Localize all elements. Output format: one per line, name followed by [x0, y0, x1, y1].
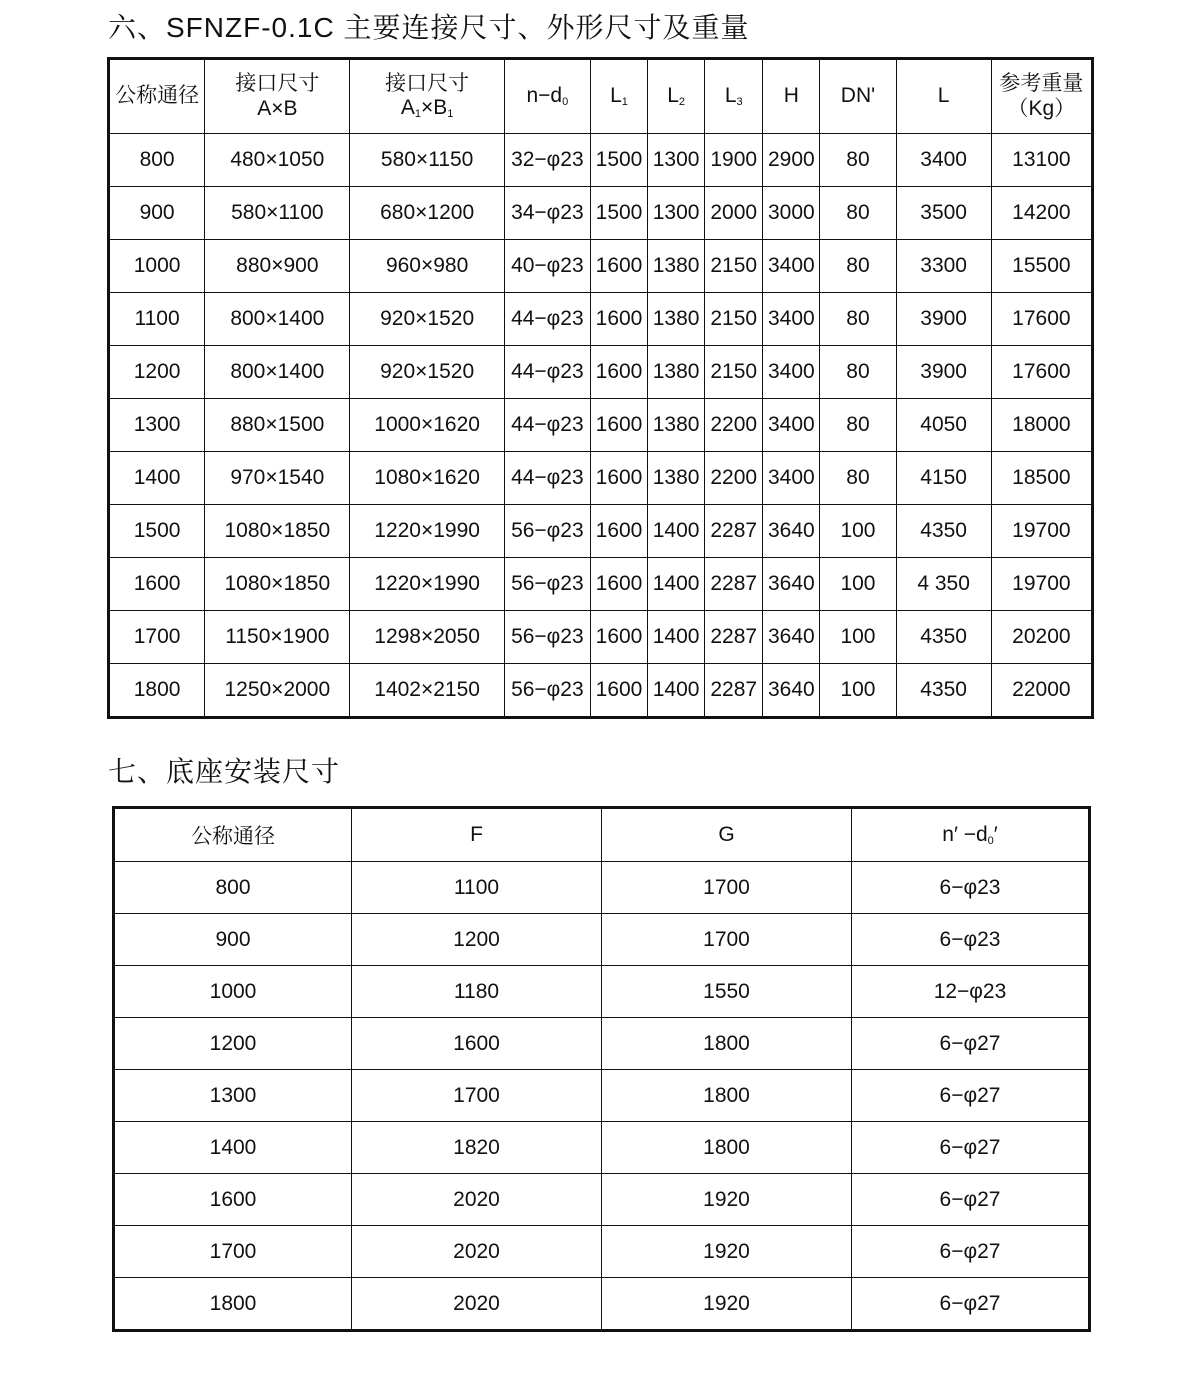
- header-l3: [705, 59, 763, 134]
- table-cell: 18000: [991, 399, 1092, 452]
- table-cell: 1600: [352, 1018, 602, 1070]
- header-interface-size-a1b1: [350, 59, 504, 134]
- header-subscript: 0: [987, 835, 994, 847]
- table-cell: 1380: [648, 293, 705, 346]
- table-cell: 1400: [648, 558, 705, 611]
- table-row: [109, 505, 1093, 558]
- table-row: [114, 862, 1090, 914]
- table-cell: 1080×1850: [205, 558, 350, 611]
- table-cell: 800×1400: [205, 346, 350, 399]
- table-cell: 17600: [991, 293, 1092, 346]
- header-label: （Kg）: [1007, 96, 1076, 120]
- table-cell: 4 350: [896, 558, 991, 611]
- table-cell: 12−φ23: [852, 966, 1090, 1018]
- table-cell: 1080×1620: [350, 452, 504, 505]
- table-cell: 3500: [896, 187, 991, 240]
- table-cell: 1920: [602, 1174, 852, 1226]
- table-cell: 80: [820, 134, 896, 187]
- table-cell: 3900: [896, 293, 991, 346]
- table-cell: 1800: [114, 1278, 352, 1331]
- table-row: [109, 346, 1093, 399]
- table-cell: 3400: [763, 399, 820, 452]
- table-cell: 1400: [109, 452, 205, 505]
- table-cell: 960×980: [350, 240, 504, 293]
- header-nominal-diameter: 公称通径: [114, 808, 352, 862]
- section-7-title: 七、底座安装尺寸: [108, 756, 341, 787]
- table-cell: 40−φ23: [504, 240, 590, 293]
- table-cell: 800: [114, 862, 352, 914]
- table-cell: 1700: [109, 611, 205, 664]
- table-cell: 3900: [896, 346, 991, 399]
- section-6-title: 六、SFNZF-0.1C 主要连接尺寸、外形尺寸及重量: [108, 12, 750, 43]
- table-cell: 3400: [763, 293, 820, 346]
- table-cell: 480×1050: [205, 134, 350, 187]
- header-label-part: ′: [993, 823, 998, 846]
- table-cell: 1150×1900: [205, 611, 350, 664]
- table-cell: 1600: [109, 558, 205, 611]
- table-cell: 2287: [705, 505, 763, 558]
- table-row: [114, 1018, 1090, 1070]
- table-cell: 32−φ23: [504, 134, 590, 187]
- table-cell: 1380: [648, 240, 705, 293]
- table-cell: 4350: [896, 505, 991, 558]
- table-cell: 1298×2050: [350, 611, 504, 664]
- table-cell: 2020: [352, 1174, 602, 1226]
- table-cell: 80: [820, 399, 896, 452]
- table-cell: 1600: [114, 1174, 352, 1226]
- header-subscript: 1: [414, 108, 421, 121]
- table-cell: 1600: [590, 611, 647, 664]
- table-cell: 17600: [991, 346, 1092, 399]
- table-row: [114, 1070, 1090, 1122]
- table-cell: 100: [820, 505, 896, 558]
- table-cell: 1300: [114, 1070, 352, 1122]
- table-cell: 3640: [763, 558, 820, 611]
- table-cell: 19700: [991, 505, 1092, 558]
- header-label-part: n−d: [526, 84, 563, 108]
- header-subscript: 1: [621, 96, 628, 109]
- header-label: [350, 96, 503, 121]
- table-cell: 4350: [896, 611, 991, 664]
- table-cell: 1800: [602, 1122, 852, 1174]
- table-cell: 1920: [602, 1278, 852, 1331]
- table-cell: 1400: [114, 1122, 352, 1174]
- table-cell: 1820: [352, 1122, 602, 1174]
- table-cell: 3400: [896, 134, 991, 187]
- table-cell: 1100: [352, 862, 602, 914]
- table-row: [114, 1226, 1090, 1278]
- header-dn-prime: DN': [820, 59, 896, 134]
- table-row: [109, 134, 1093, 187]
- table-cell: 20200: [991, 611, 1092, 664]
- header-subscript: 3: [736, 96, 743, 109]
- table-cell: 1080×1850: [205, 505, 350, 558]
- base-table-body: [114, 862, 1090, 1331]
- table-cell: 3400: [763, 240, 820, 293]
- table-cell: 44−φ23: [504, 346, 590, 399]
- table-header-row: [114, 808, 1090, 862]
- table-cell: 6−φ27: [852, 1122, 1090, 1174]
- table-cell: 1600: [590, 452, 647, 505]
- table-cell: 1600: [590, 558, 647, 611]
- table-cell: 800: [109, 134, 205, 187]
- table-cell: 2150: [705, 240, 763, 293]
- header-label: 接口尺寸: [385, 72, 470, 96]
- table-cell: 1700: [602, 914, 852, 966]
- table-row: [114, 1278, 1090, 1331]
- table-cell: 4350: [896, 664, 991, 718]
- table-cell: 1600: [590, 293, 647, 346]
- table-cell: 18500: [991, 452, 1092, 505]
- table-cell: 6−φ27: [852, 1018, 1090, 1070]
- table-cell: 1200: [114, 1018, 352, 1070]
- table-cell: 3400: [763, 452, 820, 505]
- table-cell: 900: [114, 914, 352, 966]
- table-cell: 3640: [763, 611, 820, 664]
- table-cell: 1250×2000: [205, 664, 350, 718]
- table-cell: 2200: [705, 399, 763, 452]
- table-cell: 44−φ23: [504, 452, 590, 505]
- table-cell: 1800: [602, 1070, 852, 1122]
- table-cell: 1220×1990: [350, 558, 504, 611]
- table-cell: 1800: [109, 664, 205, 718]
- table-cell: 1600: [590, 664, 647, 718]
- table-row: [114, 1174, 1090, 1226]
- header-h: H: [763, 59, 820, 134]
- table-cell: 4050: [896, 399, 991, 452]
- header-base-bolt-holes: [852, 808, 1090, 862]
- table-cell: 80: [820, 346, 896, 399]
- table-cell: 1000: [109, 240, 205, 293]
- header-l2: [648, 59, 705, 134]
- table-cell: 2200: [705, 452, 763, 505]
- header-subscript: 2: [678, 96, 686, 109]
- table-cell: 3300: [896, 240, 991, 293]
- table-cell: 2020: [352, 1226, 602, 1278]
- table-cell: 2150: [705, 293, 763, 346]
- header-label: A×B: [257, 96, 298, 120]
- header-interface-size-ab: [205, 59, 350, 134]
- table-row: [109, 293, 1093, 346]
- header-g: G: [602, 808, 852, 862]
- table-cell: 2287: [705, 664, 763, 718]
- table-cell: 100: [820, 558, 896, 611]
- dimensions-weight-table: [107, 57, 1094, 719]
- table-cell: 920×1520: [350, 293, 504, 346]
- table-cell: 56−φ23: [504, 505, 590, 558]
- table-cell: 1300: [648, 134, 705, 187]
- table-cell: 1180: [352, 966, 602, 1018]
- table-row: [114, 914, 1090, 966]
- table-cell: 1500: [590, 134, 647, 187]
- header-label-part: L: [724, 84, 737, 108]
- table-cell: 3640: [763, 505, 820, 558]
- table-cell: 14200: [991, 187, 1092, 240]
- header-label-part: A: [400, 96, 415, 120]
- table-cell: 920×1520: [350, 346, 504, 399]
- table-cell: 1380: [648, 346, 705, 399]
- header-label-part: ×B: [420, 96, 448, 120]
- table-cell: 15500: [991, 240, 1092, 293]
- table-cell: 6−φ27: [852, 1174, 1090, 1226]
- table-cell: 1550: [602, 966, 852, 1018]
- table-cell: 1500: [109, 505, 205, 558]
- table-row: [114, 1122, 1090, 1174]
- table-cell: 80: [820, 240, 896, 293]
- table-cell: 13100: [991, 134, 1092, 187]
- table-cell: 34−φ23: [504, 187, 590, 240]
- header-subscript: 0: [562, 96, 569, 109]
- table-cell: 580×1150: [350, 134, 504, 187]
- table-cell: 1380: [648, 399, 705, 452]
- table-cell: 44−φ23: [504, 399, 590, 452]
- table-cell: 1700: [602, 862, 852, 914]
- table-cell: 680×1200: [350, 187, 504, 240]
- table-cell: 880×900: [205, 240, 350, 293]
- table-cell: 1700: [352, 1070, 602, 1122]
- header-label-part: n′ −d: [942, 823, 988, 846]
- header-subscript: 1: [447, 108, 454, 121]
- dimensions-table-body: [109, 134, 1093, 718]
- table-cell: 1220×1990: [350, 505, 504, 558]
- table-cell: 80: [820, 452, 896, 505]
- table-cell: 4150: [896, 452, 991, 505]
- table-cell: 3400: [763, 346, 820, 399]
- table-row: [109, 187, 1093, 240]
- table-row: [109, 399, 1093, 452]
- table-cell: 2020: [352, 1278, 602, 1331]
- table-cell: 2900: [763, 134, 820, 187]
- table-cell: 56−φ23: [504, 558, 590, 611]
- table-cell: 1920: [602, 1226, 852, 1278]
- table-cell: 100: [820, 664, 896, 718]
- table-row: [109, 558, 1093, 611]
- table-cell: 1400: [648, 611, 705, 664]
- table-cell: 1380: [648, 452, 705, 505]
- table-cell: 19700: [991, 558, 1092, 611]
- table-row: [109, 452, 1093, 505]
- table-row: [109, 240, 1093, 293]
- table-cell: 1000: [114, 966, 352, 1018]
- table-cell: 2287: [705, 558, 763, 611]
- table-cell: 900: [109, 187, 205, 240]
- table-cell: 580×1100: [205, 187, 350, 240]
- table-cell: 80: [820, 293, 896, 346]
- table-row: [109, 664, 1093, 718]
- table-cell: 1600: [590, 505, 647, 558]
- table-cell: 1200: [109, 346, 205, 399]
- table-cell: 2287: [705, 611, 763, 664]
- table-cell: 6−φ23: [852, 862, 1090, 914]
- table-cell: 1100: [109, 293, 205, 346]
- table-cell: 1400: [648, 664, 705, 718]
- table-cell: 1200: [352, 914, 602, 966]
- table-cell: 1600: [590, 399, 647, 452]
- table-cell: 2150: [705, 346, 763, 399]
- table-cell: 56−φ23: [504, 611, 590, 664]
- table-cell: 3000: [763, 187, 820, 240]
- table-header-row: [109, 59, 1093, 134]
- header-label-part: L: [610, 84, 622, 108]
- table-cell: 1900: [705, 134, 763, 187]
- header-label: 参考重量: [999, 72, 1084, 96]
- header-l1: [590, 59, 647, 134]
- table-cell: 1300: [109, 399, 205, 452]
- header-label-part: L: [667, 84, 679, 108]
- table-cell: 1000×1620: [350, 399, 504, 452]
- base-installation-table: [112, 806, 1091, 1332]
- table-cell: 44−φ23: [504, 293, 590, 346]
- table-cell: 6−φ23: [852, 914, 1090, 966]
- table-cell: 800×1400: [205, 293, 350, 346]
- header-label: 接口尺寸: [235, 72, 320, 96]
- table-cell: 1700: [114, 1226, 352, 1278]
- table-cell: 22000: [991, 664, 1092, 718]
- table-cell: 1600: [590, 240, 647, 293]
- table-row: [109, 611, 1093, 664]
- table-cell: 80: [820, 187, 896, 240]
- header-reference-weight: [991, 59, 1092, 134]
- header-nominal-diameter: 公称通径: [109, 59, 205, 134]
- table-row: [114, 966, 1090, 1018]
- table-cell: 56−φ23: [504, 664, 590, 718]
- table-cell: 2000: [705, 187, 763, 240]
- table-cell: 1402×2150: [350, 664, 504, 718]
- table-cell: 970×1540: [205, 452, 350, 505]
- table-cell: 1300: [648, 187, 705, 240]
- table-cell: 1500: [590, 187, 647, 240]
- table-cell: 6−φ27: [852, 1278, 1090, 1331]
- header-f: F: [352, 808, 602, 862]
- table-cell: 6−φ27: [852, 1070, 1090, 1122]
- table-cell: 100: [820, 611, 896, 664]
- table-cell: 1600: [590, 346, 647, 399]
- table-cell: 1800: [602, 1018, 852, 1070]
- table-cell: 3640: [763, 664, 820, 718]
- header-l: L: [896, 59, 991, 134]
- table-cell: 880×1500: [205, 399, 350, 452]
- table-cell: 6−φ27: [852, 1226, 1090, 1278]
- header-bolt-holes: [504, 59, 590, 134]
- table-cell: 1400: [648, 505, 705, 558]
